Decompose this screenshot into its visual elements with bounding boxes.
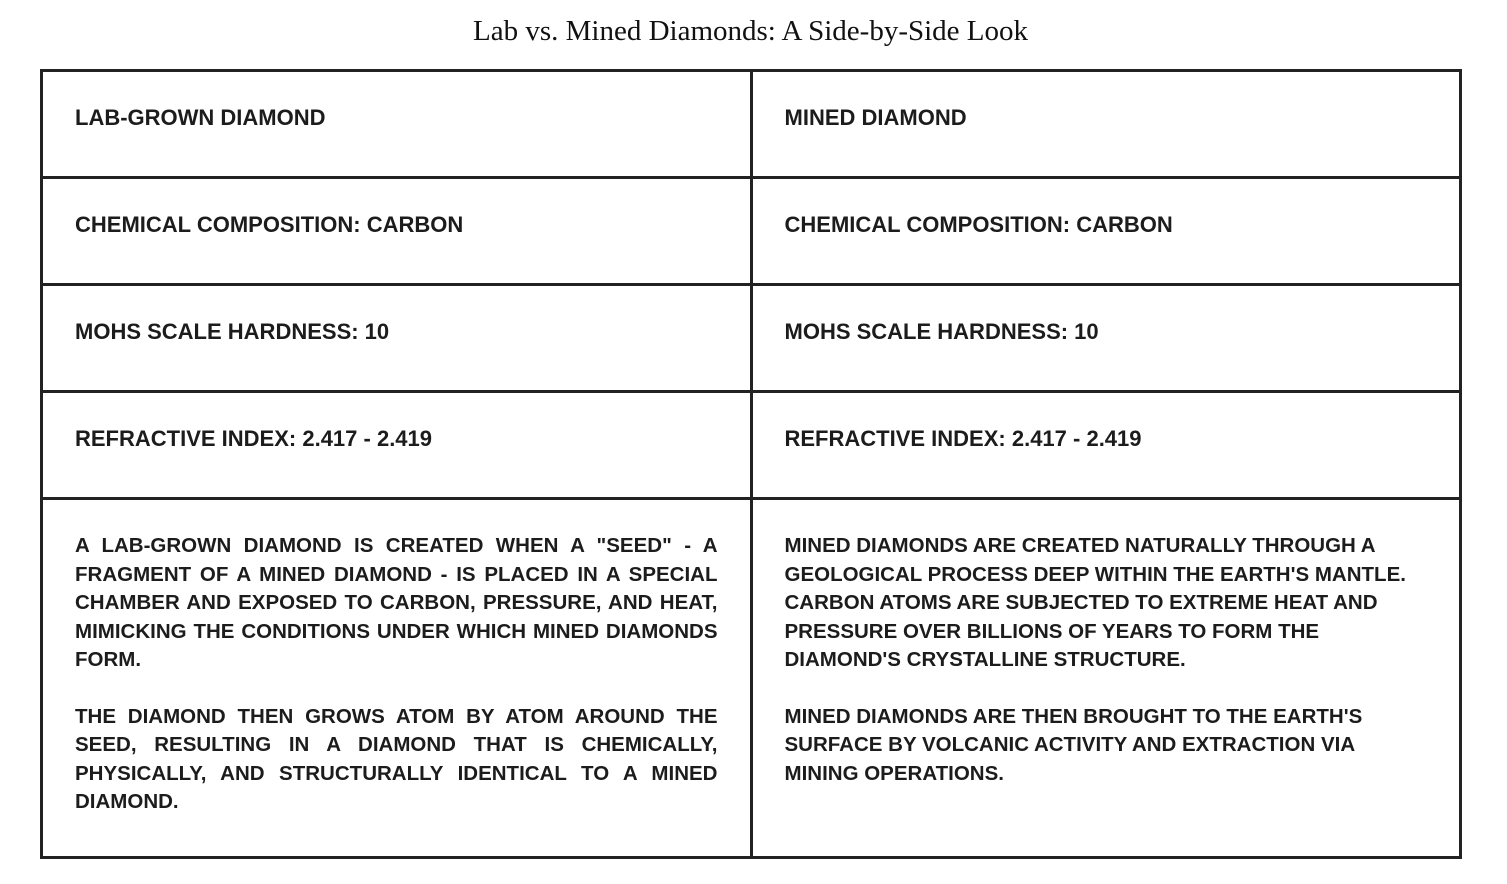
table-row: [42, 499, 1461, 858]
lab-description-paragraph: THE DIAMOND THEN GROWS ATOM BY ATOM AROUND THE SEED, RESULTING IN A DIAMOND THAT IS CHEMICALLY, PHYSICALLY, AND STRUCTURALLY IDENTICAL TO A MINED DIAMOND.: [75, 704, 718, 813]
page-title: Lab vs. Mined Diamonds: A Side-by-Side Look: [473, 15, 1028, 47]
table-cell-mined-description: [751, 499, 1461, 858]
table-row: [42, 392, 1461, 499]
table-cell-lab-hardness: MOHS SCALE HARDNESS: 10: [42, 285, 752, 392]
table-cell-lab-header: LAB-GROWN DIAMOND: [42, 71, 752, 178]
mined-description-paragraph: MINED DIAMONDS ARE THEN BROUGHT TO THE EARTH'S SURFACE BY VOLCANIC ACTIVITY AND EXTRACTION VIA MINING OPERATIONS.: [784, 704, 1363, 785]
mined-description-paragraph: MINED DIAMONDS ARE CREATED NATURALLY THROUGH A GEOLOGICAL PROCESS DEEP WITHIN THE EARTH'S MANTLE. CARBON ATOMS ARE SUBJECTED TO EXTREME HEAT AND PRESSURE OVER BILLIONS OF YEARS TO FORM THE DIAMOND'S CRYSTALLINE STRUCTURE.: [784, 534, 1406, 671]
table-cell-mined-refractive: REFRACTIVE INDEX: 2.417 - 2.419: [751, 392, 1461, 499]
table-cell-mined-header: MINED DIAMOND: [751, 71, 1461, 178]
table-cell-lab-refractive: REFRACTIVE INDEX: 2.417 - 2.419: [42, 392, 752, 499]
table-row: [42, 178, 1461, 285]
table-cell-lab-composition: CHEMICAL COMPOSITION: CARBON: [42, 178, 752, 285]
lab-description-paragraph: A LAB-GROWN DIAMOND IS CREATED WHEN A "SEED" - A FRAGMENT OF A MINED DIAMOND - IS PLACED IN A SPECIAL CHAMBER AND EXPOSED TO CARBON, PRESSURE, AND HEAT, MIMICKING THE CONDITIONS UNDER WHICH MINED DIAMONDS FORM.: [75, 534, 718, 671]
table-row: [42, 71, 1461, 178]
table-row: [42, 285, 1461, 392]
comparison-table: [40, 69, 1462, 859]
table-cell-mined-hardness: MOHS SCALE HARDNESS: 10: [751, 285, 1461, 392]
table-cell-lab-description: [42, 499, 752, 858]
table-cell-mined-composition: CHEMICAL COMPOSITION: CARBON: [751, 178, 1461, 285]
